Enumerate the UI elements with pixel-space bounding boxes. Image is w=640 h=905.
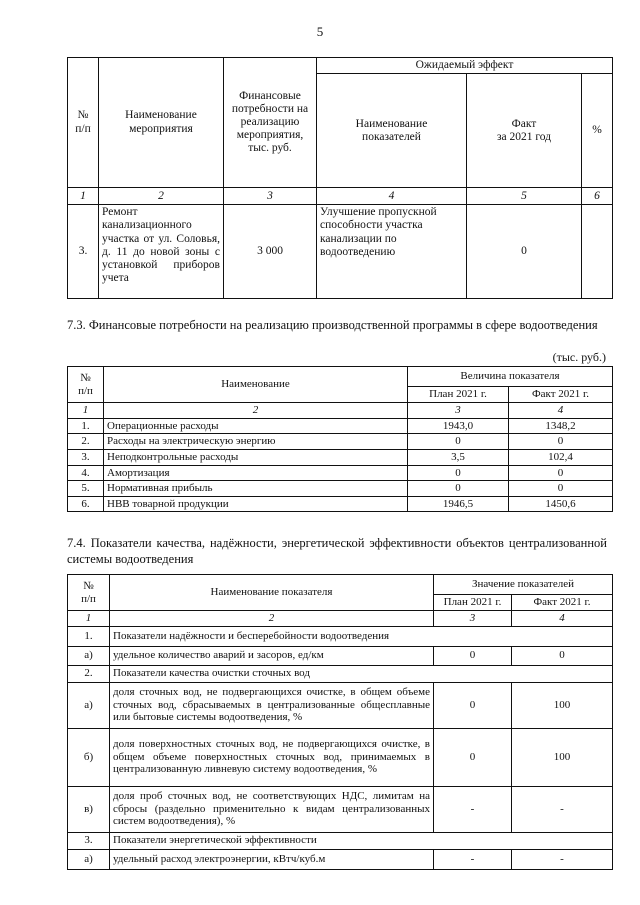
index-cell: 4 — [509, 403, 613, 419]
row-pct — [582, 205, 613, 299]
table-row — [68, 786, 613, 832]
row-fact: - — [512, 786, 613, 832]
row-num: 3. — [68, 205, 99, 299]
index-cell: 3 — [224, 188, 317, 205]
row-plan: - — [434, 786, 512, 832]
index-cell: 1 — [68, 188, 99, 205]
row-num: б) — [68, 728, 110, 786]
table-row — [68, 496, 613, 512]
row-plan: 0 — [434, 682, 512, 728]
header-plan: План 2021 г. — [434, 595, 512, 611]
header-name: Наименование — [104, 367, 408, 403]
header-num: № п/п — [68, 367, 104, 403]
header-fact: Факт 2021 г. — [509, 387, 613, 403]
row-fact: 102,4 — [509, 449, 613, 465]
row-name: Амортизация — [104, 465, 408, 481]
row-fact: 0 — [512, 646, 613, 665]
row-fact: 1450,6 — [509, 496, 613, 512]
row-finance: 3 000 — [224, 205, 317, 299]
row-plan: - — [434, 849, 512, 869]
index-cell: 1 — [68, 403, 104, 419]
row-plan: 3,5 — [408, 449, 509, 465]
row-name: удельное количество аварий и засоров, ед/км — [110, 646, 434, 665]
row-name: НВВ товарной продукции — [104, 496, 408, 512]
unit-label: (тыс. руб.) — [552, 350, 606, 364]
row-name: Расходы на электрическую энергию — [104, 434, 408, 450]
row-plan: 0 — [408, 434, 509, 450]
index-cell: 4 — [317, 188, 467, 205]
table-row — [68, 449, 613, 465]
header-finance: Финансовые потребности на реализацию мероприятия, тыс. руб. — [224, 58, 317, 188]
header-name: Наименование показателя — [110, 575, 434, 611]
row-fact: 100 — [512, 682, 613, 728]
table-row — [68, 849, 613, 869]
row-plan: 0 — [434, 728, 512, 786]
row-fact: 1348,2 — [509, 418, 613, 434]
header-pct: % — [582, 74, 613, 188]
section-7-4-title: 7.4. Показатели качества, надёжности, энергетической эффективности объектов централизованной системы водоотведения — [67, 536, 607, 566]
index-cell: 1 — [68, 611, 110, 627]
group-title: Показатели качества очистки сточных вод — [110, 665, 613, 682]
header-fact: Факт 2021 г. — [512, 595, 613, 611]
header-name: Наименование мероприятия — [99, 58, 224, 188]
row-num: а) — [68, 682, 110, 728]
group-row — [68, 832, 613, 849]
row-indicator: Улучшение пропускной способности участка канализации по водоотведению — [317, 205, 467, 299]
header-indicators: Наименование показателей — [317, 74, 467, 188]
measures-table — [67, 57, 613, 299]
row-name: доля сточных вод, не подвергающихся очистке, в общем объеме сточных вод, сбрасываемых в централизованные общесплавные или бытовые системы водоотведения, % — [110, 682, 434, 728]
row-name: Ремонт канализационного участка от ул. Соловья, д. 11 до новой зоны с установкой приборов учета — [99, 205, 224, 299]
row-plan: 1943,0 — [408, 418, 509, 434]
row-name: Неподконтрольные расходы — [104, 449, 408, 465]
table-row — [68, 646, 613, 665]
page-number: 5 — [316, 24, 324, 39]
table-row — [68, 205, 613, 299]
index-cell: 4 — [512, 611, 613, 627]
row-num: в) — [68, 786, 110, 832]
row-num: а) — [68, 646, 110, 665]
row-fact: 0 — [509, 481, 613, 497]
table-row — [68, 434, 613, 450]
index-cell: 2 — [99, 188, 224, 205]
header-value: Значение показателей — [434, 575, 613, 595]
table-row — [68, 418, 613, 434]
row-plan: 0 — [408, 481, 509, 497]
row-fact: 0 — [509, 434, 613, 450]
finance-table — [67, 366, 613, 512]
row-num: 5. — [68, 481, 104, 497]
row-fact: 0 — [509, 465, 613, 481]
row-fact: - — [512, 849, 613, 869]
group-title: Показатели энергетической эффективности — [110, 832, 613, 849]
table-row — [68, 481, 613, 497]
row-plan: 0 — [434, 646, 512, 665]
group-row — [68, 626, 613, 646]
row-name: доля проб сточных вод, не соответствующих НДС, лимитам на сбросы (раздельно применительно к видам централизованных систем водоотведения), % — [110, 786, 434, 832]
row-fact: 100 — [512, 728, 613, 786]
row-plan: 1946,5 — [408, 496, 509, 512]
row-num: 3. — [68, 832, 110, 849]
row-name: Операционные расходы — [104, 418, 408, 434]
row-name: доля поверхностных сточных вод, не подвергающихся очистке, в общем объеме поверхностных сточных вод, принимаемых в централизованную ливневую систему водоотведения, % — [110, 728, 434, 786]
row-name: Нормативная прибыль — [104, 481, 408, 497]
row-plan: 0 — [408, 465, 509, 481]
group-row — [68, 665, 613, 682]
index-cell: 2 — [104, 403, 408, 419]
header-num: № п/п — [68, 58, 99, 188]
row-fact: 0 — [467, 205, 582, 299]
index-cell: 3 — [408, 403, 509, 419]
row-num: 4. — [68, 465, 104, 481]
header-value: Величина показателя — [408, 367, 613, 387]
row-num: 2. — [68, 665, 110, 682]
table-row — [68, 728, 613, 786]
table-row — [68, 682, 613, 728]
table-row — [68, 465, 613, 481]
row-num: а) — [68, 849, 110, 869]
header-effect: Ожидаемый эффект — [317, 58, 613, 74]
row-name: удельный расход электроэнергии, кВтч/куб.м — [110, 849, 434, 869]
header-num: № п/п — [68, 575, 110, 611]
row-num: 6. — [68, 496, 104, 512]
index-cell: 6 — [582, 188, 613, 205]
group-title: Показатели надёжности и бесперебойности водоотведения — [110, 626, 613, 646]
index-cell: 3 — [434, 611, 512, 627]
row-num: 1. — [68, 626, 110, 646]
index-cell: 5 — [467, 188, 582, 205]
header-plan: План 2021 г. — [408, 387, 509, 403]
quality-table — [67, 574, 613, 870]
row-num: 3. — [68, 449, 104, 465]
row-num: 2. — [68, 434, 104, 450]
index-cell: 2 — [110, 611, 434, 627]
section-7-3-title: 7.3. Финансовые потребности на реализацию производственной программы в сфере водоотведения — [67, 318, 598, 332]
row-num: 1. — [68, 418, 104, 434]
header-fact: Факт за 2021 год — [467, 74, 582, 188]
